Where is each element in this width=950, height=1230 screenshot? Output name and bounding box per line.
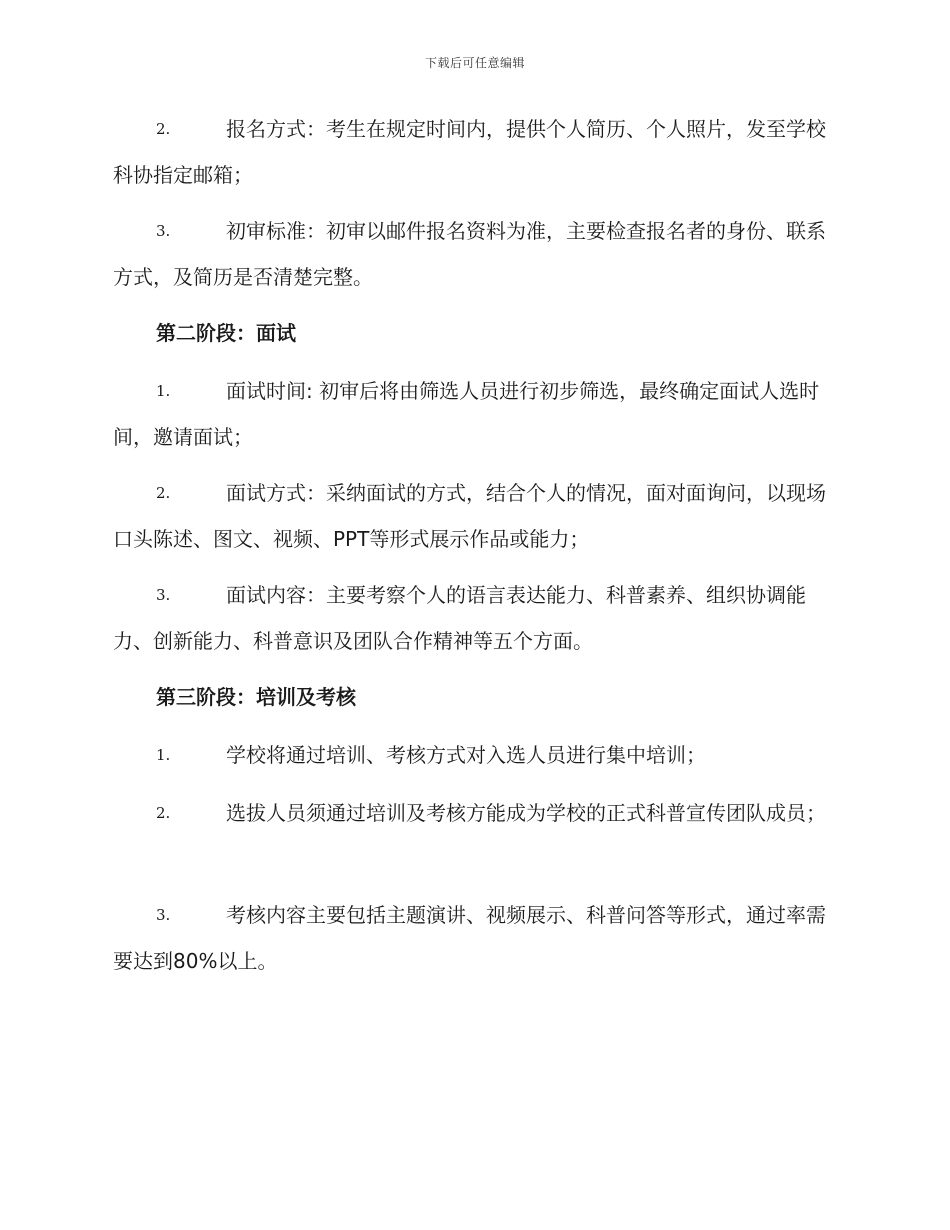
list-item-number: 2. xyxy=(156,120,171,138)
list-item-number: 1. xyxy=(156,382,171,400)
list-item-number: 3. xyxy=(156,222,171,240)
list-item-interview-time: 面试时间: 初审后将由筛选人员进行初步筛选，最终确定面试人选时间，邀请面试； xyxy=(113,379,820,449)
list-item-assessment-content: 考核内容主要包括主题演讲、视频展示、科普问答等形式，通过率需要达到80%以上。 xyxy=(113,903,826,973)
section-heading-stage3: 第三阶段：培训及考核 xyxy=(156,685,356,709)
list-item-number: 3. xyxy=(156,586,171,604)
list-item-registration-method: 报名方式：考生在规定时间内，提供个人简历、个人照片，发至学校科协指定邮箱； xyxy=(113,117,826,187)
list-item-number: 3. xyxy=(156,906,171,924)
page-header: 下载后可任意编辑 xyxy=(424,56,525,70)
list-item-training: 学校将通过培训、考核方式对入选人员进行集中培训； xyxy=(226,743,706,767)
list-item-screening-criteria: 初审标准：初审以邮件报名资料为准，主要检查报名者的身份、联系方式，及简历是否清楚完整。 xyxy=(113,219,826,289)
list-item-number: 2. xyxy=(156,804,171,822)
list-item-number: 1. xyxy=(156,746,171,764)
list-item-interview-method: 面试方式：采纳面试的方式，结合个人的情况，面对面询问，以现场口头陈述、图文、视频、PPT等形式展示作品或能力； xyxy=(113,481,826,551)
list-item-selection: 选拔人员须通过培训及考核方能成为学校的正式科普宣传团队成员； xyxy=(226,801,826,825)
section-heading-stage2: 第二阶段：面试 xyxy=(156,321,296,345)
list-item-number: 2. xyxy=(156,484,171,502)
list-item-interview-content: 面试内容：主要考察个人的语言表达能力、科普素养、组织协调能力、创新能力、科普意识及团队合作精神等五个方面。 xyxy=(113,583,806,653)
